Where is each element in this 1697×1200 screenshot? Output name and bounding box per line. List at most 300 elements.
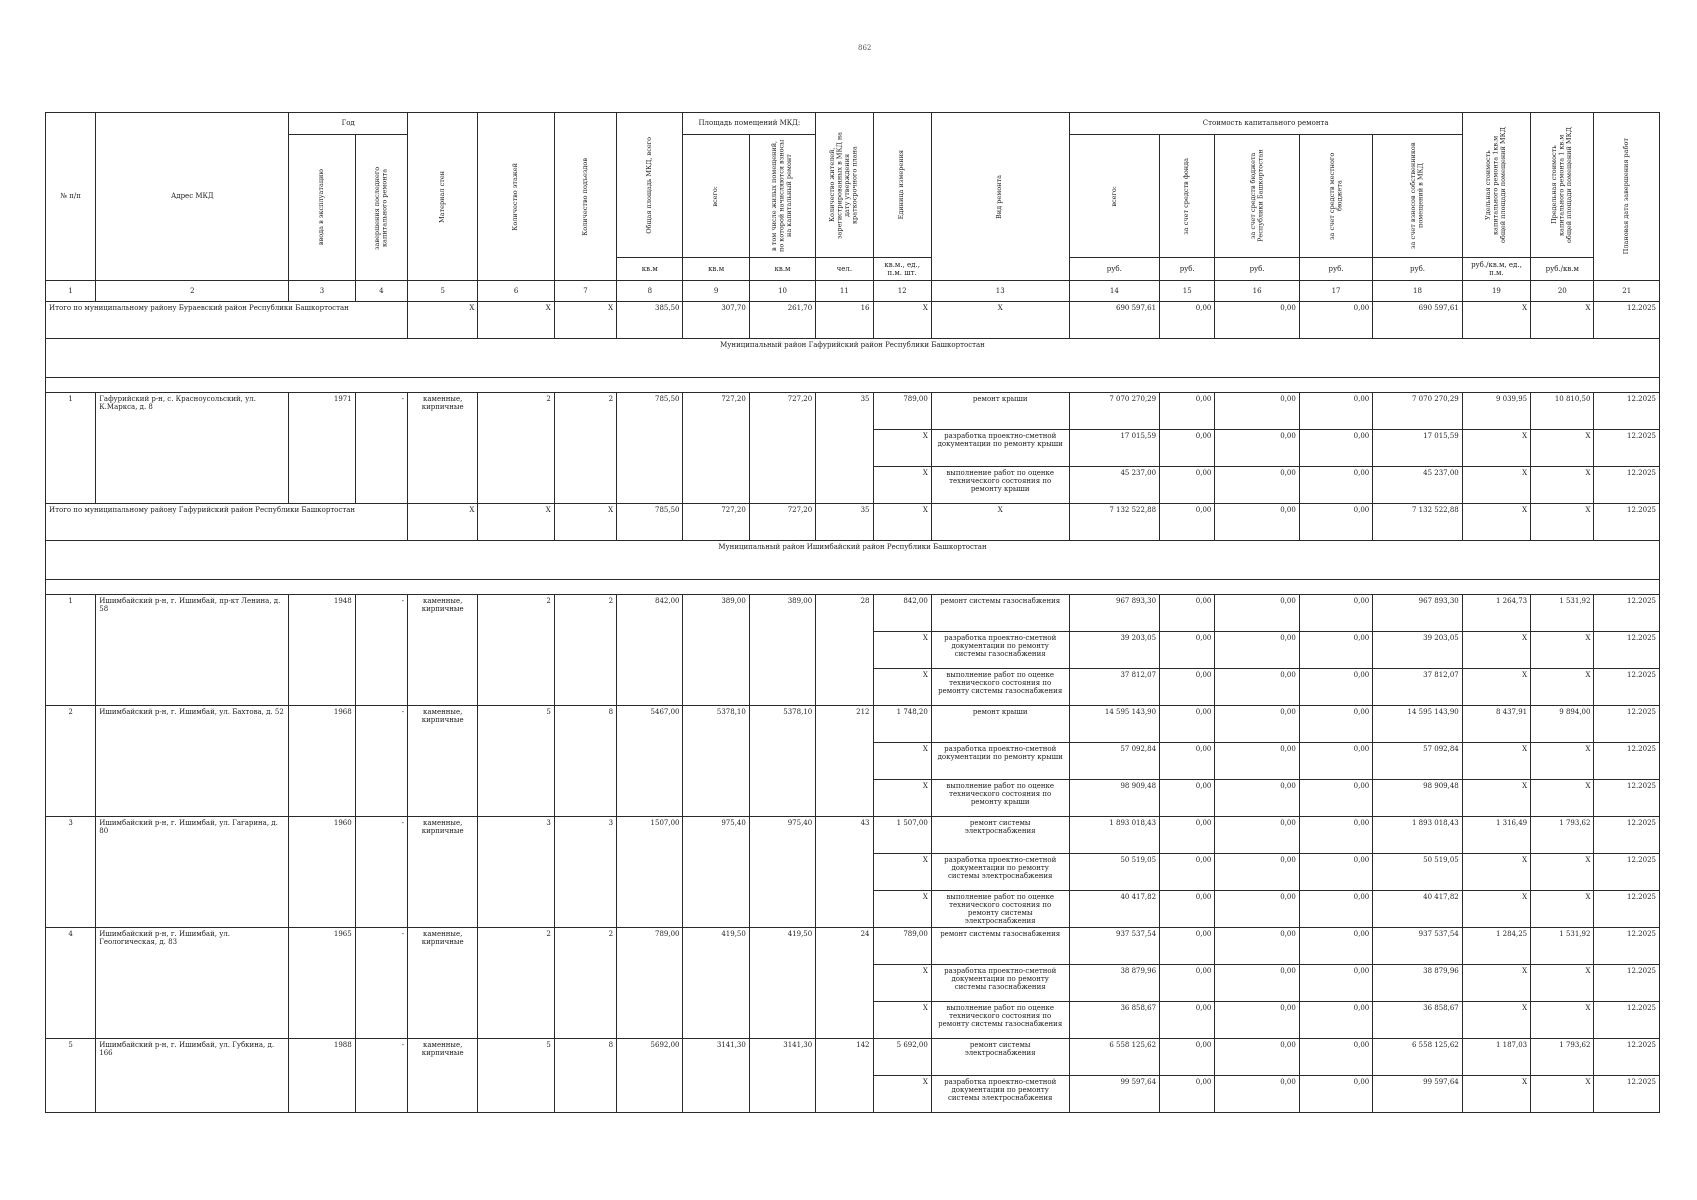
total-value: 785,50	[617, 504, 683, 541]
column-number-row	[46, 281, 1660, 302]
total-label: Итого по муниципальному району Бураевский район Республики Башкортостан	[46, 302, 408, 339]
cost-cell: 0,00	[1160, 706, 1215, 743]
living-area-cell: 975,40	[749, 817, 815, 928]
entrances-cell: 2	[554, 928, 616, 1039]
column-number: 12	[873, 281, 931, 302]
column-number: 18	[1373, 281, 1463, 302]
residents-cell: 24	[816, 928, 873, 1039]
total-area-cell: 5692,00	[617, 1039, 683, 1113]
cost-cell: X	[1531, 1002, 1594, 1039]
cost-cell: 0,00	[1299, 706, 1372, 743]
table-row	[46, 706, 1660, 743]
total-value: X	[478, 504, 554, 541]
living-area-cell: 3141,30	[749, 1039, 815, 1113]
cost-cell: X	[1531, 854, 1594, 891]
cost-cell: 0,00	[1160, 1002, 1215, 1039]
area-cell: 389,00	[683, 595, 749, 706]
total-value: X	[931, 504, 1069, 541]
cost-cell: 0,00	[1160, 928, 1215, 965]
cost-cell: 0,00	[1215, 780, 1299, 817]
cost-cell: 6 558 125,62	[1373, 1039, 1463, 1076]
total-value: 727,20	[683, 504, 749, 541]
cost-cell: 12.2025	[1594, 854, 1660, 891]
cost-cell: X	[1462, 780, 1530, 817]
repair-type-cell: ремонт системы электроснабжения	[931, 1039, 1069, 1076]
total-value: X	[1462, 504, 1530, 541]
col-header-max-cost: Предельная стоимость капитального ремонта 1 кв.м общей площади помещений МКД	[1531, 113, 1594, 258]
total-value: 0,00	[1215, 504, 1299, 541]
year-built-cell: 1968	[289, 706, 355, 817]
unit-value-cell: X	[873, 430, 931, 467]
col-header-unit-cost: Удельная стоимость капитального ремонта 1кв.м общей площади помещений МКД	[1462, 113, 1530, 258]
section-row	[46, 541, 1660, 580]
cost-cell: X	[1462, 632, 1530, 669]
row-number: 5	[46, 1039, 96, 1113]
cost-cell: 0,00	[1160, 467, 1215, 504]
entrances-cell: 3	[554, 817, 616, 928]
column-number: 2	[96, 281, 289, 302]
unit-value-cell: 5 692,00	[873, 1039, 931, 1076]
cost-cell: 12.2025	[1594, 1002, 1660, 1039]
cost-cell: X	[1531, 467, 1594, 504]
section-row	[46, 339, 1660, 378]
row-number: 3	[46, 817, 96, 928]
cost-cell: 0,00	[1299, 595, 1372, 632]
cost-cell: 12.2025	[1594, 595, 1660, 632]
total-value: X	[873, 302, 931, 339]
cost-cell: 39 203,05	[1069, 632, 1160, 669]
unit-cell: руб.	[1160, 258, 1215, 281]
cost-cell: 8 437,91	[1462, 706, 1530, 743]
page-number: 862	[858, 44, 872, 52]
unit-cell: руб./кв.м	[1531, 258, 1594, 281]
total-value: X	[1531, 504, 1594, 541]
cost-cell: 38 879,96	[1069, 965, 1160, 1002]
floors-cell: 5	[478, 706, 554, 817]
floors-cell: 5	[478, 1039, 554, 1113]
cost-cell: 12.2025	[1594, 817, 1660, 854]
total-value: 12.2025	[1594, 504, 1660, 541]
total-row	[46, 302, 1660, 339]
cost-cell: 0,00	[1215, 393, 1299, 430]
last-repair-cell: -	[355, 706, 407, 817]
unit-cell: кв.м	[749, 258, 815, 281]
cost-cell: 14 595 143,90	[1069, 706, 1160, 743]
area-cell: 419,50	[683, 928, 749, 1039]
cost-cell: 0,00	[1299, 891, 1372, 928]
cost-cell: 0,00	[1215, 430, 1299, 467]
cost-cell: X	[1531, 965, 1594, 1002]
unit-value-cell: 789,00	[873, 928, 931, 965]
total-value: 261,70	[749, 302, 815, 339]
cost-cell: 1 893 018,43	[1069, 817, 1160, 854]
cost-cell: 12.2025	[1594, 467, 1660, 504]
year-built-cell: 1965	[289, 928, 355, 1039]
unit-cell: руб.	[1373, 258, 1463, 281]
residents-cell: 35	[816, 393, 873, 504]
cost-cell: 7 070 270,29	[1373, 393, 1463, 430]
cost-cell: 1 531,92	[1531, 928, 1594, 965]
cost-cell: X	[1531, 891, 1594, 928]
address-cell: Гафурийский р-н, с. Красноусольский, ул. К.Маркса, д. 8	[96, 393, 289, 504]
cost-cell: 0,00	[1299, 780, 1372, 817]
cost-cell: X	[1462, 743, 1530, 780]
cost-cell: 1 284,25	[1462, 928, 1530, 965]
living-area-cell: 419,50	[749, 928, 815, 1039]
unit-value-cell: X	[873, 780, 931, 817]
cost-cell: 57 092,84	[1069, 743, 1160, 780]
area-cell: 3141,30	[683, 1039, 749, 1113]
total-value: X	[554, 504, 616, 541]
address-cell: Ишимбайский р-н, г. Ишимбай, ул. Геологическая, д. 83	[96, 928, 289, 1039]
total-value: 12.2025	[1594, 302, 1660, 339]
cost-cell: 6 558 125,62	[1069, 1039, 1160, 1076]
row-number: 4	[46, 928, 96, 1039]
cost-cell: 1 531,92	[1531, 595, 1594, 632]
unit-cell: чел.	[816, 258, 873, 281]
cost-cell: 50 519,05	[1069, 854, 1160, 891]
cost-cell: 40 417,82	[1373, 891, 1463, 928]
total-row	[46, 504, 1660, 541]
spacer-cell	[46, 580, 1660, 595]
cost-cell: X	[1462, 1076, 1530, 1113]
unit-value-cell: X	[873, 1076, 931, 1113]
wall-material-cell: каменные, кирпичные	[407, 817, 477, 928]
cost-cell: 37 812,07	[1373, 669, 1463, 706]
total-value: X	[1531, 302, 1594, 339]
cost-cell: 38 879,96	[1373, 965, 1463, 1002]
area-cell: 975,40	[683, 817, 749, 928]
col-header-address: Адрес МКД	[96, 113, 289, 281]
cost-cell: 0,00	[1299, 632, 1372, 669]
unit-value-cell: 1 507,00	[873, 817, 931, 854]
address-cell: Ишимбайский р-н, г. Ишимбай, ул. Гагарина, д. 80	[96, 817, 289, 928]
column-number: 5	[407, 281, 477, 302]
total-value: X	[931, 302, 1069, 339]
cost-cell: 0,00	[1299, 1039, 1372, 1076]
section-title: Муниципальный район Ишимбайский район Республики Башкортостан	[46, 541, 1660, 580]
cost-cell: 12.2025	[1594, 928, 1660, 965]
cost-cell: 12.2025	[1594, 743, 1660, 780]
cost-cell: 0,00	[1160, 817, 1215, 854]
spacer-cell	[46, 378, 1660, 393]
col-header-rb-budget: за счет средств бюджета Республики Башкортостан	[1215, 135, 1299, 258]
col-header-local-budget: за счет средств местного бюджета	[1299, 135, 1372, 258]
cost-cell: 0,00	[1299, 393, 1372, 430]
col-header-owners: за счет взносов собственников помещений в МКД	[1373, 135, 1463, 258]
column-number: 9	[683, 281, 749, 302]
cost-cell: 0,00	[1299, 817, 1372, 854]
residents-cell: 43	[816, 817, 873, 928]
unit-value-cell: X	[873, 632, 931, 669]
total-value: X	[407, 302, 477, 339]
cost-cell: 37 812,07	[1069, 669, 1160, 706]
cost-cell: 0,00	[1299, 743, 1372, 780]
cost-cell: 967 893,30	[1373, 595, 1463, 632]
column-number: 11	[816, 281, 873, 302]
unit-cell: руб.	[1299, 258, 1372, 281]
column-number: 1	[46, 281, 96, 302]
total-value: X	[554, 302, 616, 339]
table-row	[46, 595, 1660, 632]
cost-cell: X	[1462, 430, 1530, 467]
total-area-cell: 1507,00	[617, 817, 683, 928]
cost-cell: 45 237,00	[1069, 467, 1160, 504]
column-number: 13	[931, 281, 1069, 302]
last-repair-cell: -	[355, 817, 407, 928]
column-number: 17	[1299, 281, 1372, 302]
total-area-cell: 785,50	[617, 393, 683, 504]
cost-cell: 0,00	[1215, 817, 1299, 854]
cost-cell: 0,00	[1299, 1076, 1372, 1113]
cost-cell: 12.2025	[1594, 891, 1660, 928]
unit-cell: руб./кв.м, ед., п.м.	[1462, 258, 1530, 281]
cost-cell: 0,00	[1215, 1002, 1299, 1039]
unit-value-cell: 789,00	[873, 393, 931, 430]
repair-type-cell: ремонт крыши	[931, 706, 1069, 743]
cost-cell: 0,00	[1299, 965, 1372, 1002]
total-value: 727,20	[749, 504, 815, 541]
col-header-area-living: в том числе жилых помещений, по которой начисляются взносы на капитальный ремонт	[749, 135, 815, 258]
total-value: 307,70	[683, 302, 749, 339]
total-value: X	[407, 504, 477, 541]
cost-cell: 1 187,03	[1462, 1039, 1530, 1076]
total-area-cell: 789,00	[617, 928, 683, 1039]
repair-type-cell: разработка проектно-сметной документации по ремонту системы газоснабжения	[931, 632, 1069, 669]
floors-cell: 2	[478, 595, 554, 706]
column-number: 14	[1069, 281, 1160, 302]
column-number: 10	[749, 281, 815, 302]
last-repair-cell: -	[355, 393, 407, 504]
cost-cell: 9 039,95	[1462, 393, 1530, 430]
unit-cell: кв.м	[683, 258, 749, 281]
col-header-cost-all: всего:	[1069, 135, 1160, 258]
column-number: 6	[478, 281, 554, 302]
col-header-commission: ввода в эксплуатацию	[289, 135, 355, 281]
table-row	[46, 1039, 1660, 1076]
cost-cell: 57 092,84	[1373, 743, 1463, 780]
total-value: X	[478, 302, 554, 339]
col-header-repair-type: Вид ремонта	[931, 113, 1069, 281]
cost-cell: 98 909,48	[1373, 780, 1463, 817]
spacer-row	[46, 580, 1660, 595]
cost-cell: 0,00	[1215, 1039, 1299, 1076]
cost-cell: 14 595 143,90	[1373, 706, 1463, 743]
cost-cell: 12.2025	[1594, 393, 1660, 430]
unit-cell: кв.м	[617, 258, 683, 281]
cost-cell: 1 793,62	[1531, 1039, 1594, 1076]
address-cell: Ишимбайский р-н, г. Ишимбай, ул. Губкина, д. 166	[96, 1039, 289, 1113]
cost-cell: 99 597,64	[1069, 1076, 1160, 1113]
cost-cell: 40 417,82	[1069, 891, 1160, 928]
section-title: Муниципальный район Гафурийский район Республики Башкортостан	[46, 339, 1660, 378]
cost-cell: 12.2025	[1594, 632, 1660, 669]
cost-cell: X	[1531, 669, 1594, 706]
cost-cell: 0,00	[1215, 965, 1299, 1002]
cost-cell: 0,00	[1299, 430, 1372, 467]
cost-cell: 937 537,54	[1373, 928, 1463, 965]
cost-cell: 17 015,59	[1373, 430, 1463, 467]
cost-cell: X	[1531, 632, 1594, 669]
unit-value-cell: X	[873, 854, 931, 891]
entrances-cell: 8	[554, 706, 616, 817]
living-area-cell: 727,20	[749, 393, 815, 504]
spacer-row	[46, 378, 1660, 393]
repair-register-table	[45, 112, 1660, 1113]
cost-cell: 36 858,67	[1069, 1002, 1160, 1039]
cost-cell: 1 316,49	[1462, 817, 1530, 854]
column-number: 19	[1462, 281, 1530, 302]
residents-cell: 212	[816, 706, 873, 817]
unit-value-cell: X	[873, 965, 931, 1002]
row-number: 1	[46, 393, 96, 504]
total-value: 690 597,61	[1069, 302, 1160, 339]
row-number: 2	[46, 706, 96, 817]
col-header-residents: Количество жителей, зарегистрированных в МКД на дату утверждения краткосрочного плана	[816, 113, 873, 258]
register-sheet	[45, 112, 1660, 1113]
cost-cell: 12.2025	[1594, 430, 1660, 467]
cost-cell: 0,00	[1160, 891, 1215, 928]
repair-type-cell: выполнение работ по оценке технического состояния по ремонту крыши	[931, 780, 1069, 817]
table-row	[46, 928, 1660, 965]
col-header-wall: Материал стен	[407, 113, 477, 281]
cost-cell: 0,00	[1215, 928, 1299, 965]
year-built-cell: 1971	[289, 393, 355, 504]
cost-cell: X	[1531, 430, 1594, 467]
repair-type-cell: выполнение работ по оценке технического состояния по ремонту системы газоснабжения	[931, 669, 1069, 706]
col-header-fund: за счет средств фонда	[1160, 135, 1215, 258]
wall-material-cell: каменные, кирпичные	[407, 595, 477, 706]
total-value: 35	[816, 504, 873, 541]
cost-cell: 0,00	[1160, 393, 1215, 430]
total-value: 0,00	[1299, 302, 1372, 339]
area-cell: 5378,10	[683, 706, 749, 817]
wall-material-cell: каменные, кирпичные	[407, 706, 477, 817]
cost-cell: X	[1462, 891, 1530, 928]
row-number: 1	[46, 595, 96, 706]
unit-value-cell: X	[873, 743, 931, 780]
cost-cell: 0,00	[1160, 1076, 1215, 1113]
total-value: 690 597,61	[1373, 302, 1463, 339]
floors-cell: 2	[478, 928, 554, 1039]
year-built-cell: 1988	[289, 1039, 355, 1113]
column-number: 7	[554, 281, 616, 302]
cost-cell: 0,00	[1299, 928, 1372, 965]
cost-cell: X	[1462, 467, 1530, 504]
cost-cell: 0,00	[1160, 430, 1215, 467]
total-value: 385,50	[617, 302, 683, 339]
cost-cell: 10 810,50	[1531, 393, 1594, 430]
cost-cell: 12.2025	[1594, 780, 1660, 817]
col-header-total-area: Общая площадь МКД, всего	[617, 113, 683, 258]
repair-type-cell: выполнение работ по оценке технического состояния по ремонту системы электроснабжения	[931, 891, 1069, 928]
cost-cell: 7 070 270,29	[1069, 393, 1160, 430]
col-header-year-group: Год	[289, 113, 408, 135]
unit-cell: руб.	[1215, 258, 1299, 281]
cost-cell: X	[1462, 1002, 1530, 1039]
column-number: 16	[1215, 281, 1299, 302]
cost-cell: 0,00	[1215, 669, 1299, 706]
cost-cell: 0,00	[1160, 780, 1215, 817]
cost-cell: 0,00	[1215, 467, 1299, 504]
col-header-entrances: Количество подъездов	[554, 113, 616, 281]
unit-value-cell: X	[873, 891, 931, 928]
cost-cell: 12.2025	[1594, 706, 1660, 743]
cost-cell: 9 894,00	[1531, 706, 1594, 743]
unit-cell: руб.	[1069, 258, 1160, 281]
register-body	[46, 302, 1660, 1113]
wall-material-cell: каменные, кирпичные	[407, 393, 477, 504]
cost-cell: 1 793,62	[1531, 817, 1594, 854]
residents-cell: 28	[816, 595, 873, 706]
cost-cell: 12.2025	[1594, 965, 1660, 1002]
column-number: 8	[617, 281, 683, 302]
living-area-cell: 389,00	[749, 595, 815, 706]
living-area-cell: 5378,10	[749, 706, 815, 817]
total-value: 7 132 522,88	[1373, 504, 1463, 541]
cost-cell: 0,00	[1299, 1002, 1372, 1039]
cost-cell: 0,00	[1215, 706, 1299, 743]
entrances-cell: 2	[554, 393, 616, 504]
repair-type-cell: разработка проектно-сметной документации по ремонту системы электроснабжения	[931, 1076, 1069, 1113]
residents-cell: 142	[816, 1039, 873, 1113]
col-header-cost-group: Стоимость капитального ремонта	[1069, 113, 1462, 135]
repair-type-cell: ремонт системы электроснабжения	[931, 817, 1069, 854]
cost-cell: 0,00	[1215, 743, 1299, 780]
cost-cell: 937 537,54	[1069, 928, 1160, 965]
address-cell: Ишимбайский р-н, г. Ишимбай, пр-кт Ленина, д. 58	[96, 595, 289, 706]
total-area-cell: 5467,00	[617, 706, 683, 817]
cost-cell: 0,00	[1299, 854, 1372, 891]
year-built-cell: 1948	[289, 595, 355, 706]
cost-cell: 0,00	[1215, 595, 1299, 632]
cost-cell: 1 264,73	[1462, 595, 1530, 632]
unit-cell: кв.м., ед., п.м. шт.	[873, 258, 931, 281]
cost-cell: X	[1531, 780, 1594, 817]
repair-type-cell: выполнение работ по оценке технического состояния по ремонту крыши	[931, 467, 1069, 504]
col-header-date: Плановая дата завершения работ	[1594, 113, 1660, 281]
address-cell: Ишимбайский р-н, г. Ишимбай, ул. Бахтова, д. 52	[96, 706, 289, 817]
total-value: 0,00	[1160, 302, 1215, 339]
repair-type-cell: ремонт системы газоснабжения	[931, 928, 1069, 965]
wall-material-cell: каменные, кирпичные	[407, 928, 477, 1039]
total-label: Итого по муниципальному району Гафурийский район Республики Башкортостан	[46, 504, 408, 541]
column-number: 20	[1531, 281, 1594, 302]
cost-cell: 99 597,64	[1373, 1076, 1463, 1113]
unit-value-cell: X	[873, 1002, 931, 1039]
cost-cell: 0,00	[1160, 1039, 1215, 1076]
cost-cell: 0,00	[1160, 595, 1215, 632]
unit-value-cell: 1 748,20	[873, 706, 931, 743]
unit-value-cell: 842,00	[873, 595, 931, 632]
total-value: 7 132 522,88	[1069, 504, 1160, 541]
total-area-cell: 842,00	[617, 595, 683, 706]
col-header-num: № п/п	[46, 113, 96, 281]
total-value: 0,00	[1215, 302, 1299, 339]
repair-type-cell: разработка проектно-сметной документации по ремонту крыши	[931, 743, 1069, 780]
column-number: 3	[289, 281, 355, 302]
cost-cell: 0,00	[1299, 467, 1372, 504]
col-header-area-all: всего:	[683, 135, 749, 258]
unit-value-cell: X	[873, 467, 931, 504]
cost-cell: 0,00	[1160, 632, 1215, 669]
last-repair-cell: -	[355, 928, 407, 1039]
year-built-cell: 1960	[289, 817, 355, 928]
repair-type-cell: ремонт системы газоснабжения	[931, 595, 1069, 632]
cost-cell: 0,00	[1299, 669, 1372, 706]
repair-type-cell: разработка проектно-сметной документации по ремонту системы газоснабжения	[931, 965, 1069, 1002]
wall-material-cell: каменные, кирпичные	[407, 1039, 477, 1113]
